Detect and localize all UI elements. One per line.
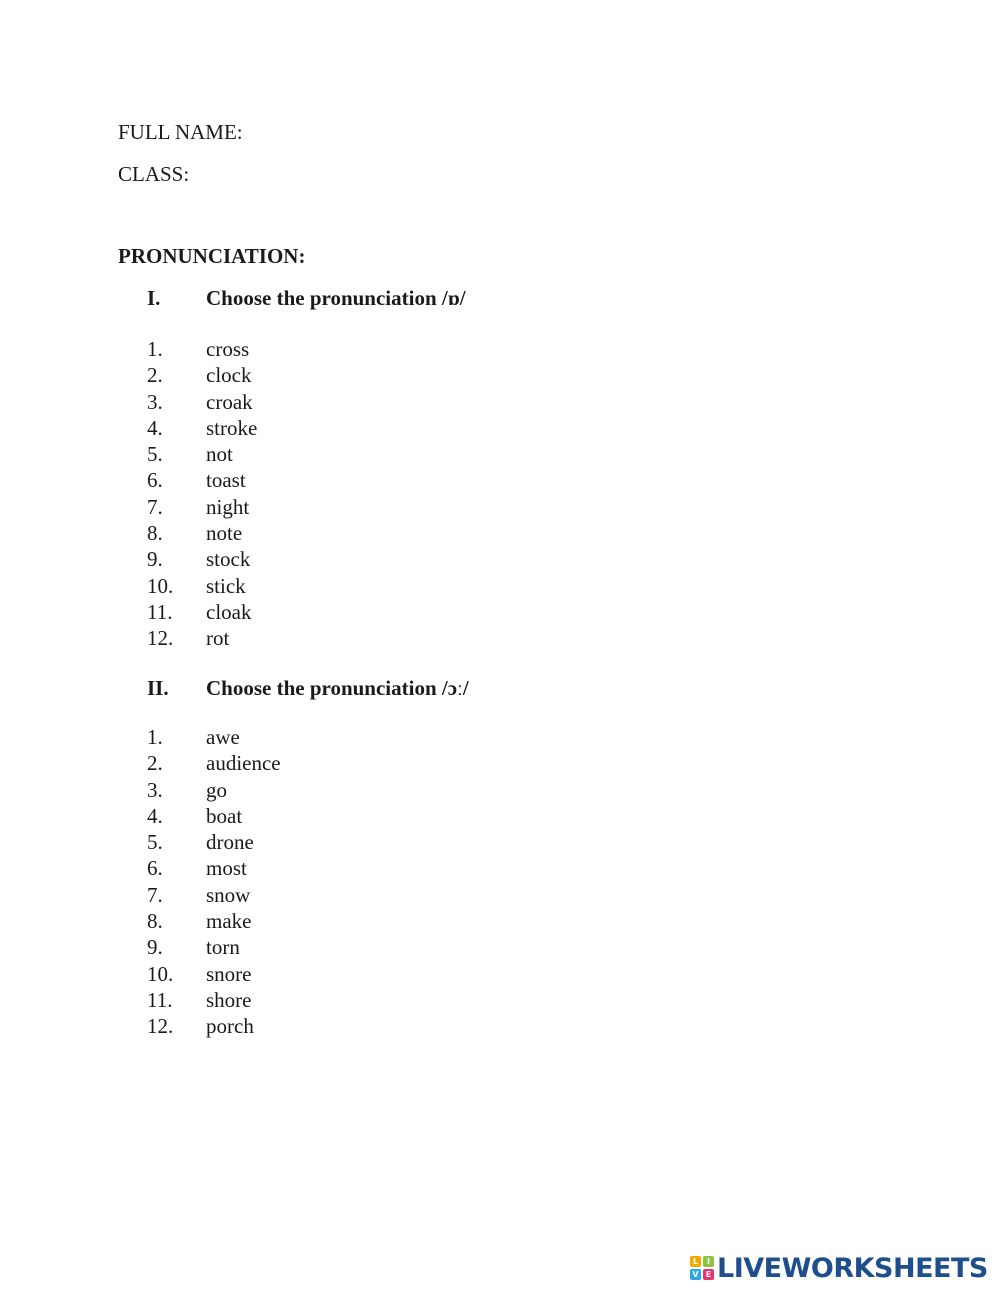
item-word: stick bbox=[206, 573, 246, 598]
section-1-word-list bbox=[147, 336, 257, 652]
item-word: awe bbox=[206, 725, 240, 749]
list-item bbox=[147, 987, 281, 1013]
item-number: 4. bbox=[147, 803, 163, 828]
item-word: note bbox=[206, 521, 243, 546]
list-item bbox=[147, 389, 257, 415]
pronunciation-heading: PRONUNCIATION: bbox=[118, 244, 306, 268]
item-word: make bbox=[206, 909, 252, 934]
section-2-instruction: Choose the pronunciation /ɔː/ bbox=[206, 676, 469, 700]
item-number: 1. bbox=[147, 337, 163, 361]
liveworksheets-logo bbox=[690, 1252, 988, 1284]
item-number: 8. bbox=[147, 521, 163, 546]
list-item bbox=[147, 855, 281, 881]
item-word: cross bbox=[206, 337, 250, 361]
list-item bbox=[147, 882, 281, 908]
class-label: CLASS: bbox=[118, 162, 190, 186]
list-item bbox=[147, 467, 257, 493]
item-number: 11. bbox=[147, 599, 173, 624]
list-item bbox=[147, 777, 281, 803]
item-word: croak bbox=[206, 389, 253, 414]
list-item bbox=[147, 724, 281, 750]
item-number: 7. bbox=[147, 882, 163, 907]
list-item bbox=[147, 441, 257, 467]
section-1-numeral: I. bbox=[147, 286, 161, 310]
logo-tile-e: E bbox=[703, 1269, 714, 1280]
item-word: snow bbox=[206, 882, 251, 907]
logo-tile-i: I bbox=[703, 1256, 714, 1267]
item-number: 10. bbox=[147, 961, 174, 986]
item-word: snore bbox=[206, 961, 252, 986]
item-number: 8. bbox=[147, 909, 163, 934]
item-word: night bbox=[206, 494, 250, 519]
list-item bbox=[147, 362, 257, 388]
item-word: stock bbox=[206, 547, 251, 572]
list-item bbox=[147, 599, 257, 625]
item-number: 10. bbox=[147, 573, 174, 598]
list-item bbox=[147, 803, 281, 829]
logo-mark-icon bbox=[690, 1256, 714, 1280]
list-item bbox=[147, 1013, 281, 1039]
logo-text: LIVEWORKSHEETS bbox=[717, 1252, 988, 1284]
item-number: 9. bbox=[147, 935, 163, 960]
logo-tile-v: V bbox=[690, 1269, 701, 1280]
item-number: 12. bbox=[147, 1014, 174, 1039]
section-2-numeral: II. bbox=[147, 676, 169, 700]
item-word: stroke bbox=[206, 415, 258, 440]
list-item bbox=[147, 336, 257, 362]
item-word: drone bbox=[206, 830, 254, 855]
list-item bbox=[147, 520, 257, 546]
item-word: toast bbox=[206, 468, 246, 493]
item-number: 9. bbox=[147, 547, 163, 572]
section-1-title bbox=[147, 285, 466, 311]
list-item bbox=[147, 829, 281, 855]
item-number: 3. bbox=[147, 389, 163, 414]
item-number: 3. bbox=[147, 777, 163, 802]
item-word: most bbox=[206, 856, 247, 881]
list-item bbox=[147, 908, 281, 934]
section-2-title bbox=[147, 675, 469, 701]
item-number: 6. bbox=[147, 468, 163, 493]
item-word: porch bbox=[206, 1014, 254, 1039]
list-item bbox=[147, 415, 257, 441]
full-name-label: FULL NAME: bbox=[118, 120, 243, 144]
item-number: 6. bbox=[147, 856, 163, 881]
item-word: boat bbox=[206, 803, 243, 828]
item-number: 5. bbox=[147, 830, 163, 855]
item-number: 7. bbox=[147, 494, 163, 519]
item-word: not bbox=[206, 442, 233, 467]
list-item bbox=[147, 934, 281, 960]
item-number: 12. bbox=[147, 626, 174, 651]
list-item bbox=[147, 494, 257, 520]
item-number: 1. bbox=[147, 725, 163, 749]
list-item bbox=[147, 573, 257, 599]
item-number: 11. bbox=[147, 987, 173, 1012]
list-item bbox=[147, 961, 281, 987]
item-word: go bbox=[206, 777, 227, 802]
item-number: 2. bbox=[147, 751, 163, 776]
section-1-instruction: Choose the pronunciation /ɒ/ bbox=[206, 286, 466, 310]
section-2-word-list bbox=[147, 724, 281, 1040]
item-word: torn bbox=[206, 935, 240, 960]
logo-tile-l: L bbox=[690, 1256, 701, 1267]
item-word: shore bbox=[206, 987, 252, 1012]
item-word: rot bbox=[206, 626, 230, 651]
list-item bbox=[147, 625, 257, 651]
item-number: 5. bbox=[147, 442, 163, 467]
item-number: 4. bbox=[147, 415, 163, 440]
item-word: cloak bbox=[206, 599, 252, 624]
item-word: audience bbox=[206, 751, 281, 776]
list-item bbox=[147, 750, 281, 776]
item-number: 2. bbox=[147, 363, 163, 388]
list-item bbox=[147, 546, 257, 572]
item-word: clock bbox=[206, 363, 252, 388]
